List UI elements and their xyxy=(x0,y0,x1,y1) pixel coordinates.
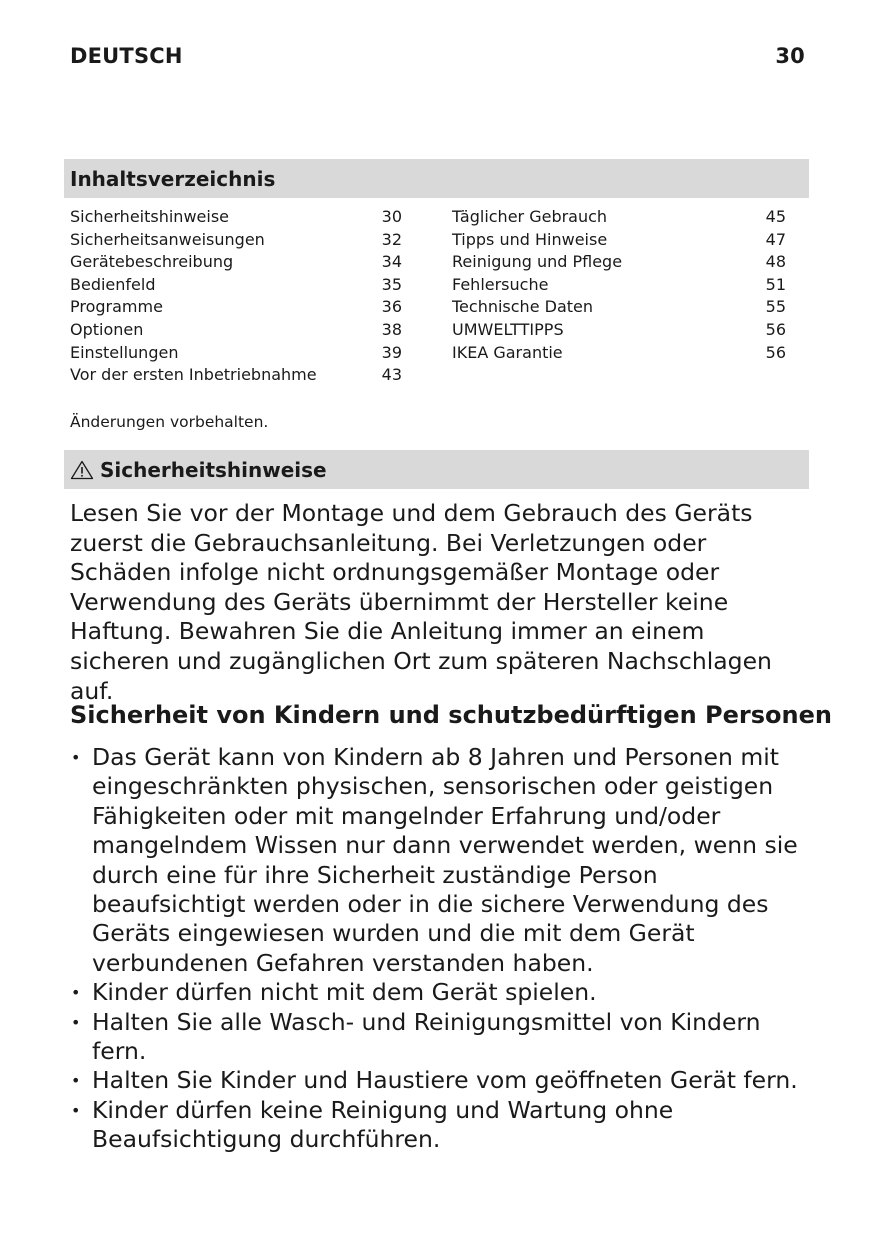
bullet-icon: • xyxy=(71,1012,81,1032)
list-item xyxy=(70,1066,810,1095)
toc-entry-label: Optionen xyxy=(70,319,144,339)
toc-entry xyxy=(70,296,402,319)
toc-entry xyxy=(452,274,786,297)
toc-entry xyxy=(452,296,786,319)
toc-entry-label: Einstellungen xyxy=(70,342,179,362)
safety-title-bar xyxy=(64,450,809,489)
safety-intro-paragraph: Lesen Sie vor der Montage und dem Gebrauch des Geräts zuerst die Gebrauchsanleitung. Bei Verletzungen oder Schäden infolge nicht ordnungsgemäßer Montage oder Verwendung des Geräts übernimmt der Hersteller keine Haftung. Bewahren Sie die Anleitung immer an einem sicheren und zugänglichen Ort zum späteren Nachschlagen auf. xyxy=(70,499,772,705)
toc-entry xyxy=(452,206,786,229)
toc-entry-page: 45 xyxy=(765,207,786,226)
list-item-text: Kinder dürfen nicht mit dem Gerät spielen. xyxy=(92,978,597,1007)
toc-title-bar xyxy=(64,159,809,198)
toc-entry xyxy=(70,229,402,252)
page-header xyxy=(70,44,805,68)
list-item xyxy=(70,978,810,1007)
toc-entry xyxy=(70,364,402,387)
page-number: 30 xyxy=(775,44,805,68)
list-item xyxy=(70,1096,810,1155)
toc-entry-page: 36 xyxy=(381,297,402,317)
toc-entry-label: Vor der ersten Inbetriebnahme xyxy=(70,365,317,385)
list-item-text: Kinder dürfen keine Reinigung und Wartung ohne Beaufsichtigung durchführen. xyxy=(92,1095,674,1154)
toc-entry-label: Tipps und Hinweise xyxy=(452,229,608,249)
toc-entry-page: 32 xyxy=(381,229,402,249)
toc-title: Inhaltsverzeichnis xyxy=(70,166,276,191)
list-item-text: Das Gerät kann von Kindern ab 8 Jahren und Personen mit eingeschränkten physischen, sensorischen oder geistigen Fähigkeiten oder mit mangelnder Erfahrung und/oder mangelndem Wissen nur dann verwendet werden, wenn sie durch eine für ihre Sicherheit zuständige Person beaufsichtigt werden oder in die sichere Verwendung des Geräts eingewiesen wurden und die mit dem Gerät verbundenen Gefahren verstanden haben. xyxy=(92,743,798,977)
toc-entry xyxy=(70,342,402,365)
toc-entry-page: 43 xyxy=(381,365,402,385)
toc-entry-label: Programme xyxy=(70,297,163,317)
toc-entry-page: 47 xyxy=(765,229,786,249)
toc-entry-label: Fehlersuche xyxy=(452,274,549,294)
bullet-icon: • xyxy=(71,1100,81,1120)
warning-triangle-icon xyxy=(70,460,94,480)
safety-title: Sicherheitshinweise xyxy=(100,457,327,482)
toc-entry-page: 55 xyxy=(765,297,786,317)
toc-entry-label: Bedienfeld xyxy=(70,274,156,294)
toc-entry xyxy=(452,251,786,274)
toc-entry-page: 39 xyxy=(381,342,402,362)
list-item-text: Halten Sie alle Wasch- und Reinigungsmittel von Kindern fern. xyxy=(92,1007,761,1066)
toc-entry-label: Technische Daten xyxy=(452,297,594,317)
children-safety-list xyxy=(70,743,810,1155)
toc-entry xyxy=(452,229,786,252)
toc-entry xyxy=(70,319,402,342)
toc-entry-page: 38 xyxy=(381,319,402,339)
bullet-icon: • xyxy=(71,748,81,767)
toc-entry-label: Täglicher Gebrauch xyxy=(452,207,608,226)
toc-entry-page: 56 xyxy=(765,319,786,339)
toc-entry-page: 34 xyxy=(381,252,402,272)
toc-entry-label: IKEA Garantie xyxy=(452,342,563,362)
list-item xyxy=(70,1008,810,1067)
toc-entry-label: Sicherheitsanweisungen xyxy=(70,229,265,249)
toc-column-right xyxy=(452,206,786,364)
list-item xyxy=(70,743,810,978)
toc-entry xyxy=(452,342,786,365)
toc-entry xyxy=(452,319,786,342)
toc-entry-label: UMWELTTIPPS xyxy=(452,319,564,339)
toc-column-left xyxy=(70,206,402,387)
bullet-icon: • xyxy=(71,983,81,1003)
toc-entry-label: Sicherheitshinweise xyxy=(70,207,229,226)
list-item-text: Halten Sie Kinder und Haustiere vom geöffneten Gerät fern. xyxy=(92,1066,798,1095)
toc-entry-label: Gerätebeschreibung xyxy=(70,252,234,272)
toc-entry-page: 30 xyxy=(381,207,402,226)
toc-entry-page: 56 xyxy=(765,342,786,362)
toc-entry-label: Reinigung und Pflege xyxy=(452,252,623,272)
toc-entry-page: 35 xyxy=(381,274,402,294)
language-label: DEUTSCH xyxy=(70,44,183,68)
toc-entry-page: 48 xyxy=(765,252,786,272)
toc-entry xyxy=(70,274,402,297)
toc-entry xyxy=(70,206,402,229)
toc-entry xyxy=(70,251,402,274)
toc-entry-page: 51 xyxy=(765,274,786,294)
children-safety-heading: Sicherheit von Kindern und schutzbedürftigen Personen xyxy=(70,701,832,729)
bullet-icon: • xyxy=(71,1071,81,1091)
changes-reserved-note: Änderungen vorbehalten. xyxy=(70,413,269,431)
